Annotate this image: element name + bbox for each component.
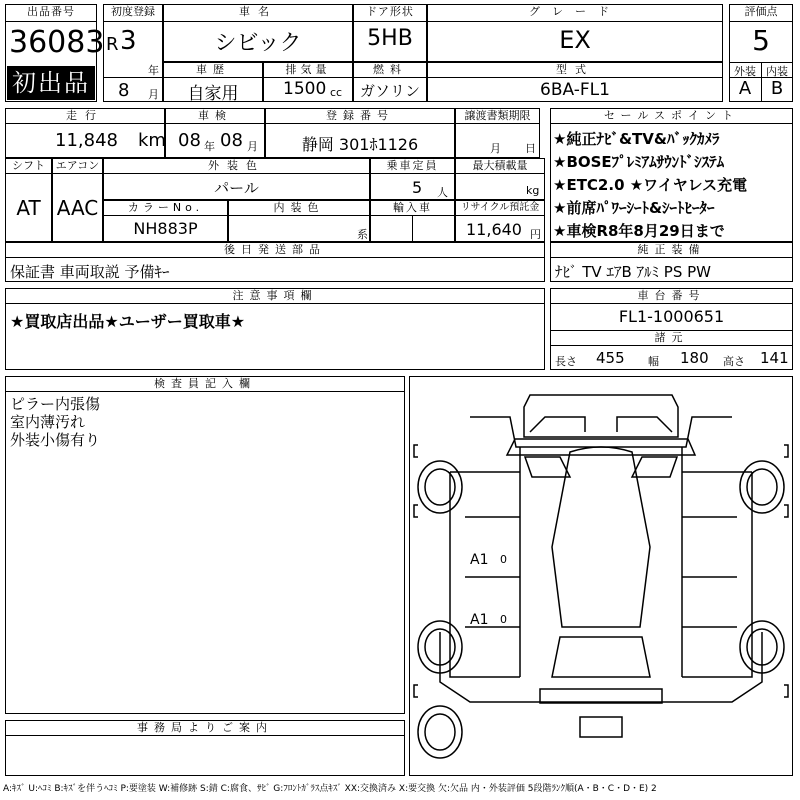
- inspection-month-unit: 月: [247, 140, 258, 153]
- diagram-zero: 0: [500, 553, 507, 566]
- car-diagram: [409, 376, 793, 776]
- transfer-month-unit: 月: [490, 142, 501, 155]
- first-reg-month-unit: 月: [148, 88, 159, 101]
- shift-value: AT: [16, 196, 41, 220]
- chassis-label: 車台番号: [550, 288, 793, 304]
- ext-color-value: パール: [214, 179, 259, 197]
- inspection-month: 08: [220, 130, 243, 151]
- sales-point-item: ★純正ﾅﾋﾞ&TV&ﾊﾞｯｸｶﾒﾗ: [553, 130, 720, 148]
- int-score-label: 内装: [766, 65, 788, 78]
- spec-width-label: 幅: [648, 355, 659, 368]
- first-listing-badge: 初出品: [7, 66, 95, 100]
- office-label: 事務局よりご案内: [5, 720, 405, 736]
- chassis-value: FL1-1000651: [618, 307, 725, 326]
- damage-mark: A1: [470, 612, 489, 628]
- equipment-value: ﾅﾋﾞ TV ｴｱB ｱﾙﾐ PS PW: [555, 263, 711, 281]
- mileage-unit: km: [138, 130, 166, 151]
- capacity-unit: 人: [437, 186, 448, 199]
- int-color-label: 内装色: [228, 200, 370, 216]
- divider: [412, 216, 413, 242]
- aircon-value: AAC: [56, 196, 99, 220]
- sales-point-item: ★BOSEﾌﾟﾚﾐｱﾑｻｳﾝﾄﾞｼｽﾃﾑ: [553, 153, 725, 171]
- score-value: 5: [752, 24, 770, 57]
- divider: [103, 77, 163, 78]
- inspector-line: 外装小傷有り: [10, 431, 101, 449]
- mileage-label: 走行: [5, 108, 165, 124]
- inspector-line: ピラー内張傷: [10, 395, 101, 413]
- first-reg-year-unit: 年: [148, 64, 159, 77]
- load-label: 最大積載量: [455, 158, 545, 174]
- legend: A:ｷｽﾞ U:ﾍｺﾐ B:ｷｽﾞを伴うﾍｺﾐ P:要塗装 W:補修跡 S:錆 C:腐食、ｻﾋﾞ G:ﾌﾛﾝﾄｶﾞﾗｽ点ｷｽﾞ XX:交換済み X:要交換 欠:欠品 内・外装評価 5段階ﾗﾝｸ順(A・B・C・D・E) 2: [3, 784, 657, 794]
- color-no-label: カラーNo.: [103, 200, 228, 216]
- specs-label: 諸元: [550, 330, 793, 346]
- transfer-label: 譲渡書類期限: [455, 108, 540, 124]
- damage-mark: A1: [470, 552, 489, 568]
- displacement-label: 排気量: [263, 62, 353, 78]
- sales-points-label: セールスポイント: [550, 108, 793, 124]
- displacement-unit: cc: [330, 86, 343, 99]
- plate-label: 登録番号: [265, 108, 455, 124]
- sales-point-item: ★ETC2.0 ★ワイヤレス充電: [553, 176, 748, 194]
- grade-label: グレード: [427, 4, 723, 22]
- car-diagram-drawing: [410, 377, 792, 775]
- int-score-value: B: [770, 78, 784, 99]
- door-label: ドア形状: [353, 4, 427, 22]
- displacement-value: 1500: [283, 79, 327, 99]
- inspector-line: 室内薄汚れ: [10, 413, 86, 431]
- history-value: 自家用: [187, 84, 239, 104]
- first-reg-label: 初度登録: [103, 4, 163, 22]
- model-value: 6BA-FL1: [540, 80, 610, 100]
- car-name-value: シビック: [214, 31, 302, 56]
- first-reg-year: 3: [120, 26, 137, 56]
- plate-value: 静岡 301ﾎ1126: [301, 135, 419, 154]
- transfer-day-unit: 日: [525, 142, 536, 155]
- inspection-year: 08: [178, 130, 201, 151]
- later-parts-value: 保証書 車両取説 予備ｷｰ: [10, 263, 170, 281]
- spec-height-value: 141: [760, 349, 789, 367]
- shift-label: シフト: [5, 158, 52, 174]
- ext-score-value: A: [738, 78, 752, 99]
- fuel-label: 燃料: [353, 62, 427, 78]
- inspection-label: 車検: [165, 108, 265, 124]
- car-name-label: 車名: [163, 4, 353, 22]
- capacity-label: 乗車定員: [370, 158, 455, 174]
- equipment-label: 純正装備: [550, 242, 793, 258]
- first-reg-era: R: [106, 34, 119, 55]
- sales-point-item: ★前席ﾊﾟﾜｰｼｰﾄ&ｼｰﾄﾋｰﾀｰ: [553, 199, 715, 217]
- mileage-value: 11,848: [55, 130, 118, 151]
- import-label: 輸入車: [370, 200, 455, 216]
- score-label: 評価点: [729, 4, 793, 22]
- first-reg-month: 8: [118, 80, 130, 101]
- sales-point-item: ★車検R8年8月29日まで: [553, 222, 725, 240]
- ext-color-label: 外装色: [103, 158, 370, 174]
- inspector-label: 検査員記入欄: [5, 376, 405, 392]
- ext-score-label: 外装: [734, 65, 756, 78]
- recycle-label: リサイクル預託金: [455, 200, 545, 216]
- notes-value: ★買取店出品★ユーザー買取車★: [10, 312, 246, 331]
- fuel-value: ガソリン: [359, 82, 420, 100]
- int-color-suffix: 系: [357, 228, 368, 241]
- diagram-zero: 0: [500, 613, 507, 626]
- later-parts-label: 後日発送部品: [5, 242, 545, 258]
- load-unit: kg: [526, 184, 540, 197]
- lot-label: 出品番号: [5, 4, 97, 22]
- spec-length-value: 455: [596, 349, 625, 367]
- spec-height-label: 高さ: [723, 355, 745, 368]
- spec-length-label: 長さ: [555, 355, 577, 368]
- lot-number: 36083: [9, 25, 105, 60]
- aircon-label: エアコン: [52, 158, 103, 174]
- door-value: 5HB: [367, 26, 413, 51]
- grade-value: EX: [559, 26, 591, 54]
- inspection-year-unit: 年: [204, 140, 215, 153]
- model-label: 型式: [427, 62, 723, 78]
- capacity-value: 5: [412, 178, 423, 197]
- color-no-value: NH883P: [133, 219, 198, 238]
- spec-width-value: 180: [680, 349, 709, 367]
- history-label: 車歴: [163, 62, 263, 78]
- notes-label: 注意事項欄: [5, 288, 545, 304]
- recycle-unit: 円: [530, 228, 541, 241]
- recycle-value: 11,640: [466, 220, 522, 239]
